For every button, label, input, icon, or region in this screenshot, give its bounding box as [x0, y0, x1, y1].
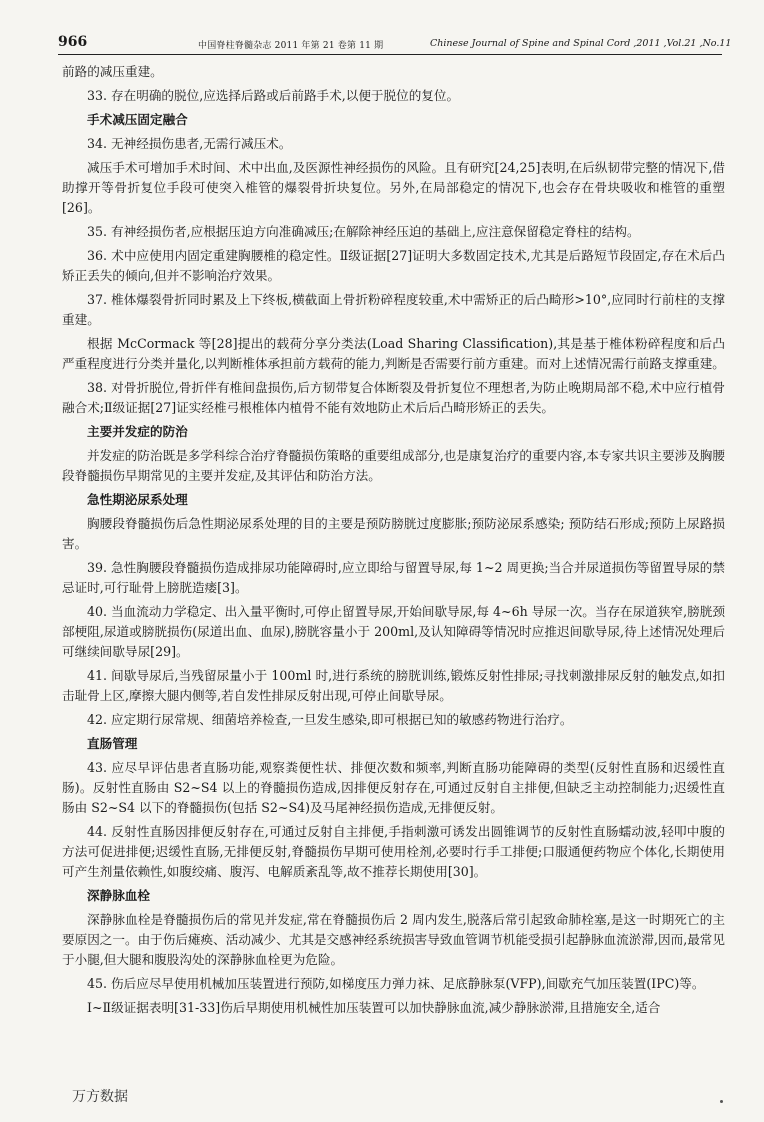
page-header [58, 30, 732, 55]
recommendation-39: 39. 急性胸腰段脊髓损伤造成排尿功能障碍时,应立即给与留置导尿,每 1~2 周更换;当合并尿道损伤等留置导尿的禁忌证时,可行耻骨上膀胱造瘘[3]。 [62, 560, 725, 595]
recommendation-42: 42. 应定期行尿常规、细菌培养检查,一旦发生感染,即可根据已知的敏感药物进行治疗。 [87, 712, 573, 727]
journal-title-cn: 中国脊柱脊髓杂志 2011 年第 21 卷第 11 期 [198, 41, 384, 51]
recommendation-33: 33. 存在明确的脱位,应选择后路或后前路手术,以便于脱位的复位。 [87, 88, 460, 103]
paragraph: 深静脉血栓是脊髓损伤后的常见并发症,常在脊髓损伤后 2 周内发生,脱落后常引起致命肺栓塞,是这一时期死亡的主要原因之一。由于伤后瘫痪、活动减少、尤其是交感神经系统损害导致血管调节机能受损引起静脉血流淤滞,因而,最常见于小腿,但大腿和腹股沟处的深静脉血栓更为危险。 [62, 912, 725, 967]
recommendation-44: 44. 反射性直肠因排便反射存在,可通过反射自主排便,手指刺激可诱发出圆锥调节的反射性直肠蠕动波,轻叩中腹的方法可促进排便;迟缓性直肠,无排便反射,脊髓损伤早期可使用栓剂,必要时行手工排便;口服通便药物应个体化,长期使用可产生剂量依赖性,如腹绞痛、腹泻、电解质紊乱等,故不推荐长期使用[30]。 [62, 824, 725, 879]
recommendation-34: 34. 无神经损伤患者,无需行减压术。 [87, 136, 292, 151]
article-body [62, 62, 725, 1022]
section-heading: 深静脉血栓 [87, 888, 150, 903]
paragraph: 前路的减压重建。 [62, 64, 163, 79]
paragraph: 根据 McCormack 等[28]提出的载荷分享分类法(Load Sharing Classification),其是基于椎体粉碎程度和后凸严重程度进行分类并量化,以判断椎体承担前方载荷的能力,判断是否需要行前方重建。而对上述情况需行前路支撑重建。 [62, 336, 725, 371]
recommendation-35: 35. 有神经损伤者,应根据压迫方向准确减压;在解除神经压迫的基础上,应注意保留稳定脊柱的结构。 [87, 224, 640, 239]
recommendation-38: 38. 对骨折脱位,骨折伴有椎间盘损伤,后方韧带复合体断裂及骨折复位不理想者,为防止晚期局部不稳,术中应行植骨融合术;Ⅱ级证据[27]证实经椎弓根椎体内植骨不能有效地防止术后后凸畸形矫正的丢失。 [62, 380, 725, 415]
recommendation-40: 40. 当血流动力学稳定、出入量平衡时,可停止留置导尿,开始间歇导尿,每 4~6h 导尿一次。当存在尿道狭窄,膀胱颈部梗阻,尿道或膀胱损伤(尿道出血、血尿),膀胱容量小于 200ml,及认知障碍等情况时应推迟间歇导尿,待上述情况处理后可继续间歇导尿[29]。 [62, 604, 725, 659]
recommendation-45: 45. 伤后应尽早使用机械加压装置进行预防,如梯度压力弹力袜、足底静脉泵(VFP),间歇充气加压装置(IPC)等。 [87, 976, 705, 991]
recommendation-41: 41. 间歇导尿后,当残留尿量小于 100ml 时,进行系统的膀胱训练,锻炼反射性排尿;寻找刺激排尿反射的触发点,如扣击耻骨上区,摩擦大腿内侧等,若自发性排尿反射出现,可停止间歇导尿。 [62, 668, 725, 703]
paragraph: 减压手术可增加手术时间、术中出血,及医源性神经损伤的风险。且有研究[24,25]表明,在后纵韧带完整的情况下,借助撑开等骨折复位手段可使突入椎管的爆裂骨折块复位。另外,在局部稳定的情况下,也会存在骨块吸收和椎管的重塑[26]。 [62, 160, 725, 215]
journal-title-en: Chinese Journal of Spine and Spinal Cord ,2011 ,Vol.21 ,No.11 [430, 38, 732, 49]
paragraph: 胸腰段脊髓损伤后急性期泌尿系处理的目的主要是预防膀胱过度膨胀;预防泌尿系感染; 预防结石形成;预防上尿路损害。 [62, 516, 725, 551]
section-heading: 急性期泌尿系处理 [87, 492, 188, 507]
recommendation-36: 36. 术中应使用内固定重建胸腰椎的稳定性。Ⅱ级证据[27]证明大多数固定技术,尤其是后路短节段固定,存在术后凸矫正丢失的倾向,但并不影响治疗效果。 [62, 248, 725, 283]
section-heading: 手术减压固定融合 [87, 112, 188, 127]
paragraph: Ⅰ~Ⅱ级证据表明[31-33]伤后早期使用机械性加压装置可以加快静脉血流,减少静脉淤滞,且措施安全,适合 [87, 1000, 661, 1015]
recommendation-37: 37. 椎体爆裂骨折同时累及上下终板,横截面上骨折粉碎程度较重,术中需矫正的后凸畸形>10°,应同时行前柱的支撑重建。 [62, 292, 725, 327]
page-number: 966 [58, 34, 88, 50]
paragraph: 并发症的防治既是多学科综合治疗脊髓损伤策略的重要组成部分,也是康复治疗的重要内容,本专家共识主要涉及胸腰段脊髓损伤早期常见的主要并发症,及其评估和防治方法。 [62, 448, 725, 483]
section-heading: 直肠管理 [87, 736, 138, 751]
scan-dot [720, 1100, 723, 1103]
watermark: 万方数据 [72, 1089, 128, 1105]
recommendation-43: 43. 应尽早评估患者直肠功能,观察粪便性状、排便次数和频率,判断直肠功能障碍的类型(反射性直肠和迟缓性直肠)。反射性直肠由 S2~S4 以上的脊髓损伤造成,因排便反射存在,可通过反射自主排便,但缺乏主动控制能力;迟缓性直肠由 S2~S4 以下的脊髓损伤(包括 S2~S4)及马尾神经损伤造成,无排便反射。 [62, 760, 725, 815]
section-heading: 主要并发症的防治 [87, 424, 188, 439]
